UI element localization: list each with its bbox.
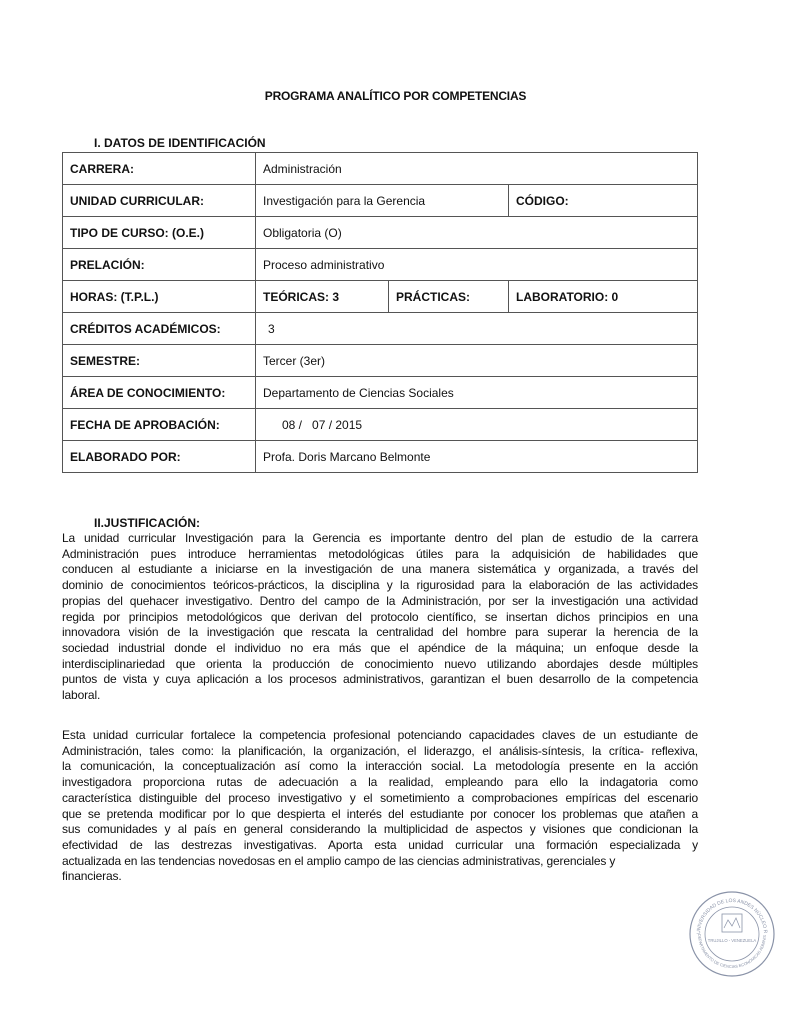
practicas-label: PRÁCTICAS: <box>388 281 508 312</box>
paragraph-line: innovadora visión de la investigación que rescata la centralidad del hombre para superar la herencia de la <box>62 625 698 640</box>
justification-paragraph-1 <box>62 531 698 704</box>
document-title: PROGRAMA ANALÍTICO POR COMPETENCIAS <box>264 89 527 103</box>
paragraph-line: investigadora proporciona rutas de adecuación a la realidad, empleando para ello la indagatoria como <box>62 775 698 790</box>
prelacion-value: Proceso administrativo <box>255 249 697 280</box>
semestre-value: Tercer (3er) <box>255 345 697 376</box>
paragraph-line: actualizada en las tendencias novedosas en el amplio campo de las ciencias administrativas, gerenciales y <box>62 853 616 868</box>
paragraph-line: regida por principios metodológicos que derivan del protocolo científico, se insertan dichos principios en una <box>62 609 698 624</box>
university-seal-stamp <box>688 890 776 978</box>
row-area <box>62 376 698 408</box>
elaborado-label: ELABORADO POR: <box>70 449 181 464</box>
row-elaborado <box>62 440 698 473</box>
horas-label: HORAS: (T.P.L.) <box>70 289 159 304</box>
paragraph-line: Esta unidad curricular fortalece la competencia profesional potenciando capacidades claves de un estudiante de <box>62 728 698 742</box>
paragraph-line: interdisciplinariedad que orienta la producción de conocimiento nuevo utilizando abordajes desde múltiples <box>62 656 698 671</box>
row-carrera <box>62 152 698 184</box>
stamp-bottom-text: DEPARTAMENTO DE CIENCIAS ECONÓMICAS ADMINIS <box>696 933 768 970</box>
carrera-label: CARRERA: <box>70 161 134 176</box>
codigo-label: CÓDIGO: <box>508 185 697 216</box>
row-tipo <box>62 216 698 248</box>
stamp-center-text: TRUJILLO - VENEZUELA <box>707 938 757 943</box>
identification-table <box>62 152 698 473</box>
paragraph-line: sus comunidades y al país en general considerando la multiplicidad de aspectos y visiones que condicionan la <box>62 822 698 837</box>
prelacion-label: PRELACIÓN: <box>70 257 145 272</box>
creditos-label: CRÉDITOS ACADÉMICOS: <box>70 321 221 336</box>
justification-paragraph-2 <box>62 728 698 885</box>
paragraph-line: conducen al estudiante a iniciarse en la investigación de una manera sistemática y organizada, a través del <box>62 562 698 577</box>
elaborado-value: Profa. Doris Marcano Belmonte <box>255 441 697 472</box>
semestre-label: SEMESTRE: <box>70 353 141 368</box>
fecha-value: 08 / 07 / 2015 <box>255 409 697 440</box>
paragraph-line: Administración, tales como: la planificación, la organización, el liderazgo, el análisis-síntesis, la crítica- reflexiva, <box>62 743 698 758</box>
paragraph-line: dominio de conocimientos teóricos-prácticos, la disciplina y la rigurosidad para la elaboración de las actividades <box>62 578 698 593</box>
paragraph-line: la comunicación, la conceptualización así como la interacción social. La metodología presente en la acción <box>62 759 698 774</box>
unidad-label: UNIDAD CURRICULAR: <box>70 193 204 208</box>
paragraph-line: característica distinguible del proceso investigativo y el sometimiento a comprobaciones empíricas del escenario <box>62 790 698 805</box>
tipo-label: TIPO DE CURSO: (O.E.) <box>70 225 205 240</box>
laboratorio-value: LABORATORIO: 0 <box>508 281 697 312</box>
paragraph-line: que se pretenda modificar por lo que despierta el interés del estudiante por conocer los problemas que atañen a <box>62 806 698 821</box>
unidad-value: Investigación para la Gerencia <box>255 185 508 216</box>
paragraph-line: sociedad industrial donde el individuo no era más que el apéndice de la máquina; un enfoque desde la <box>62 640 698 655</box>
paragraph-line: Administración pues introduce herramientas metodológicas útiles para la adquisición de habilidades que <box>62 546 698 561</box>
svg-text:UNIVERSIDAD DE LOS ANDES NÚCLE <box>688 890 768 934</box>
section-identification-heading: I. DATOS DE IDENTIFICACIÓN <box>94 136 266 150</box>
paragraph-line: puntos de vista y cuya aplicación a los procesos administrativos, garantizan el buen desarrollo de la competencia <box>62 672 698 687</box>
fecha-label: FECHA DE APROBACIÓN: <box>70 417 220 432</box>
section-justification-heading: II.JUSTIFICACIÓN: <box>94 516 201 530</box>
paragraph-line: La unidad curricular Investigación para la Gerencia es importante dentro del plan de estudio de la carrera <box>62 531 698 545</box>
stamp-top-text: UNIVERSIDAD DE LOS ANDES NÚCLEO R <box>695 897 769 935</box>
row-semestre <box>62 344 698 376</box>
paragraph-line: propias del quehacer investigativo. Dentro del campo de la Administración, por ser la investigación una actividad <box>62 593 698 608</box>
row-prelacion <box>62 248 698 280</box>
teoricas-value: TEÓRICAS: 3 <box>255 281 388 312</box>
carrera-value: Administración <box>255 153 697 184</box>
paragraph-line: efectividad de las destrezas investigativas. Aporta esta unidad curricular una formación especializada y <box>62 837 698 852</box>
area-label: ÁREA DE CONOCIMIENTO: <box>70 385 226 400</box>
row-creditos <box>62 312 698 344</box>
tipo-value: Obligatoria (O) <box>255 217 697 248</box>
creditos-value: 3 <box>255 313 697 344</box>
paragraph-line: financieras. <box>62 869 122 884</box>
row-unidad <box>62 184 698 216</box>
row-horas <box>62 280 698 312</box>
row-fecha <box>62 408 698 440</box>
area-value: Departamento de Ciencias Sociales <box>255 377 697 408</box>
paragraph-line: laboral. <box>62 688 101 703</box>
